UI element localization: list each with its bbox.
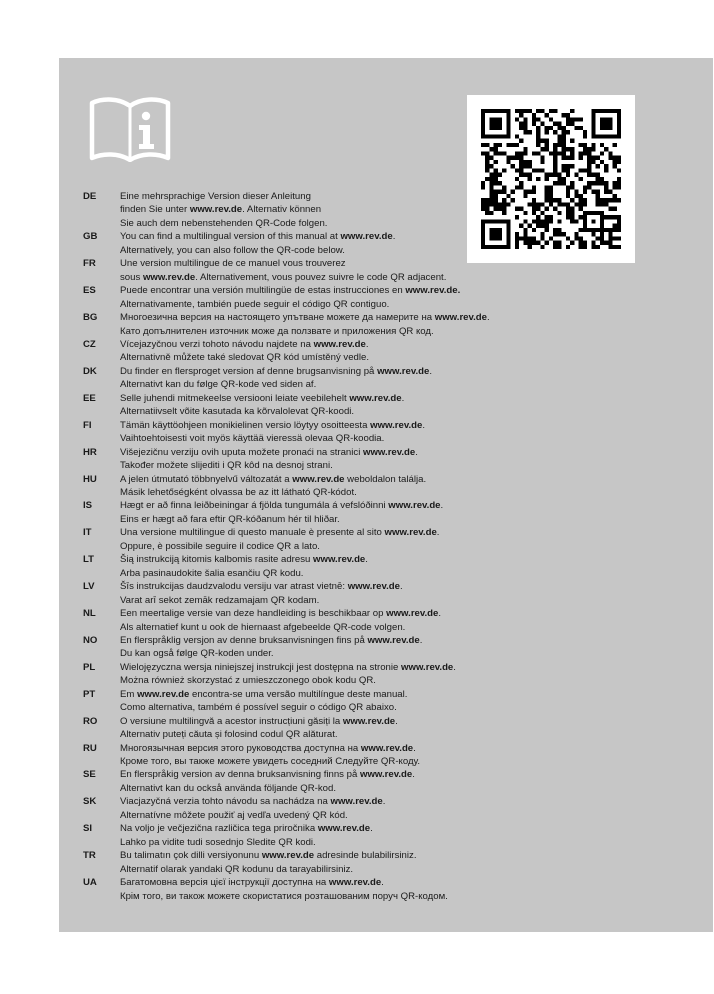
language-entry-es	[83, 284, 703, 311]
language-text	[120, 392, 703, 419]
text-segment: sous	[120, 271, 143, 283]
text-line	[120, 540, 703, 553]
text-line	[120, 526, 703, 539]
language-text	[120, 822, 703, 849]
language-code: NL	[83, 608, 96, 620]
website-link[interactable]: www.rev.de	[142, 271, 196, 283]
text-segment: Alternatívne môžete použiť aj vedľa uvedený QR kód.	[120, 809, 348, 821]
language-text	[120, 768, 703, 795]
language-entry-is	[83, 499, 703, 526]
text-segment: Puede encontrar una versión multilingüe de estas instrucciones en	[120, 285, 406, 297]
text-segment: .	[440, 500, 444, 512]
language-text	[120, 795, 703, 822]
text-line	[120, 405, 703, 418]
language-entry-lv	[83, 580, 703, 607]
text-line	[120, 365, 703, 378]
website-link[interactable]: www.rev.de	[261, 850, 315, 862]
language-entry-no	[83, 634, 703, 661]
text-segment: Alternativt kan du følge QR-kode ved siden af.	[120, 379, 317, 391]
text-line	[120, 513, 703, 526]
language-code: HR	[83, 446, 97, 458]
website-link[interactable]: www.rev.de	[292, 473, 345, 485]
text-segment: Można również skorzystać z umieszczonego obok kodu QR.	[120, 675, 376, 687]
text-segment: Du finder en flersproget version af denne brugsanvisning på	[120, 365, 378, 377]
text-line	[120, 822, 703, 835]
text-segment: .	[415, 446, 418, 458]
language-text	[120, 580, 703, 607]
text-segment: Sie auch dem nebenstehenden QR-Code folgen.	[120, 217, 328, 229]
language-entry-sk	[83, 795, 703, 822]
language-text	[120, 311, 703, 338]
text-segment: A jelen útmutató többnyelvű változatát a	[120, 473, 293, 485]
book-info-icon	[89, 94, 171, 162]
language-entry-gb	[83, 230, 703, 257]
text-segment: Selle juhendi mitmekeelse versiooni leiate veebilehelt	[120, 392, 350, 404]
website-link[interactable]: www.rev.de	[313, 338, 366, 350]
text-segment: Alternativt kan du också använda följande QR-kod.	[120, 782, 336, 794]
text-segment: Una versione multilingue di questo manuale è presente al sito	[120, 527, 385, 539]
text-line	[120, 607, 703, 620]
language-text	[120, 849, 703, 876]
language-text	[120, 526, 703, 553]
text-line	[120, 499, 703, 512]
text-line	[120, 647, 703, 660]
language-entry-ua	[83, 876, 703, 903]
language-code: IS	[83, 500, 93, 512]
language-entry-fr	[83, 257, 703, 284]
text-segment: Vaihtoehtoisesti voit myös käyttää vieressä olevaa QR-koodia.	[120, 433, 385, 445]
language-entry-cz	[83, 338, 703, 365]
language-entry-dk	[83, 365, 703, 392]
text-segment: .	[438, 608, 442, 620]
language-code: LT	[83, 554, 95, 566]
text-segment: Tämän käyttöohjeen monikielinen versio löytyy osoitteesta	[120, 419, 371, 431]
text-segment: Šią instrukciją kitomis kalbomis rasite adresu	[120, 554, 314, 566]
text-segment: Šīs instrukcijas daudzvalodu versiju var atrast vietnē:	[120, 581, 348, 593]
text-segment: En flerspråklig versjon av denne bruksanvisningen fins på	[120, 634, 368, 646]
text-segment: .	[412, 769, 415, 781]
language-code: BG	[83, 312, 98, 324]
website-link[interactable]: www.rev.de	[359, 769, 413, 781]
text-line	[120, 244, 703, 257]
language-text	[120, 499, 703, 526]
language-code: TR	[83, 850, 96, 862]
language-code: SI	[83, 823, 93, 835]
text-segment: .	[487, 312, 490, 324]
text-segment: Na voljo je večjezična različica tega priročnika	[120, 823, 318, 835]
language-entry-lt	[83, 553, 703, 580]
text-line	[120, 715, 703, 728]
text-segment: Višejezičnu verziju ovih uputa možete pronaći na stranici	[120, 446, 363, 458]
text-line	[120, 378, 703, 391]
website-link[interactable]: www.rev.de	[370, 419, 423, 431]
language-text	[120, 661, 703, 688]
text-segment: .	[419, 634, 423, 646]
text-line	[120, 459, 703, 472]
text-line	[120, 486, 703, 499]
language-code: ES	[83, 285, 96, 297]
text-line	[120, 688, 703, 701]
text-line	[120, 661, 703, 674]
text-line	[120, 782, 703, 795]
language-entry-nl	[83, 607, 703, 634]
text-segment: encontra-se uma versão multilíngue deste manual.	[189, 688, 408, 700]
text-line	[120, 594, 703, 607]
text-line	[120, 836, 703, 849]
text-segment: .	[401, 392, 405, 404]
text-segment: .	[453, 661, 456, 673]
text-segment: Багатомовна версія цієї інструкції доступна на	[120, 877, 329, 889]
language-code: PT	[83, 688, 96, 700]
text-segment: Alternativamente, también puede seguir el código QR contiguo.	[120, 298, 390, 310]
text-segment: Viacjazyčná verzia tohto návodu sa nachádza na	[120, 796, 331, 808]
language-text	[120, 365, 703, 392]
text-line	[120, 392, 703, 405]
text-segment: Alternatively, you can also follow the QR-code below.	[120, 244, 345, 256]
language-code: GB	[83, 231, 98, 243]
language-code: LV	[83, 581, 95, 593]
website-link[interactable]: www.rev.de	[367, 634, 420, 646]
language-entry-pt	[83, 688, 703, 715]
language-entry-fi	[83, 419, 703, 446]
text-line	[120, 257, 703, 270]
language-code: SK	[83, 796, 97, 808]
text-line	[120, 742, 703, 755]
text-segment: .	[370, 823, 373, 835]
language-entry-ru	[83, 742, 703, 769]
text-line	[120, 795, 703, 808]
text-segment: Като допълнителен източник може да ползвате и приложения QR код.	[120, 325, 434, 337]
text-segment: Wielojęzyczna wersja niniejszej instrukcji jest dostępna na stronie	[120, 661, 402, 673]
text-segment: . Alternativement, vous pouvez suivre le code QR adjacent.	[195, 271, 447, 283]
text-segment: Također možete slijediti i QR kôd na desnoj strani.	[120, 460, 333, 472]
text-segment: You can find a multilingual version of this manual at	[120, 231, 341, 243]
text-segment: .	[382, 796, 386, 808]
language-text	[120, 284, 703, 311]
text-segment: Hægt er að finna leiðbeiningar á fjölda tungumála á vefslóðinni	[120, 500, 389, 512]
language-code: FI	[83, 419, 92, 431]
text-line	[120, 230, 703, 243]
text-line	[120, 419, 703, 432]
text-segment: Als alternatief kunt u ook de hiernaast afgebeelde QR-code volgen.	[120, 621, 406, 633]
text-line	[120, 284, 703, 297]
text-line	[120, 338, 703, 351]
language-entry-si	[83, 822, 703, 849]
text-segment: Крім того, ви також можете скористатися розташованим поруч QR-кодом.	[120, 890, 448, 902]
language-text	[120, 634, 703, 661]
language-entry-se	[83, 768, 703, 795]
text-segment: Eine mehrsprachige Version dieser Anleitung	[120, 191, 311, 202]
text-segment: Varat arī sekot zemāk redzamajam QR kodam.	[120, 594, 320, 606]
website-link[interactable]: www.rev.de	[434, 312, 487, 324]
text-segment: Alternativně můžete také sledovat QR kód umístěný vedle.	[120, 352, 370, 364]
language-entry-de	[83, 190, 703, 230]
language-code: CZ	[83, 338, 96, 350]
language-entry-ro	[83, 715, 703, 742]
language-code: EE	[83, 392, 96, 404]
website-link[interactable]: www.rev.de.	[405, 285, 461, 297]
language-text	[120, 419, 703, 446]
text-segment: Vícejazyčnou verzi tohoto návodu najdete na	[120, 338, 314, 350]
text-line	[120, 849, 703, 862]
website-link[interactable]: www.rev.de	[347, 581, 400, 593]
language-code: NO	[83, 634, 98, 646]
text-segment: Lahko pa vidite tudi sosednjo Sledite QR kodi.	[120, 836, 316, 848]
language-code: RO	[83, 715, 98, 727]
text-segment: Du kan også følge QR-koden under.	[120, 648, 274, 660]
language-code: UA	[83, 877, 97, 889]
language-text	[120, 607, 703, 634]
text-line	[120, 890, 703, 903]
language-entry-bg	[83, 311, 703, 338]
text-segment: Многоезична версия на настоящето упътване можете да намерите на	[120, 312, 435, 324]
language-code: DK	[83, 365, 97, 377]
language-code: IT	[83, 527, 92, 539]
language-code: SE	[83, 769, 96, 781]
text-line	[120, 271, 703, 284]
language-code: HU	[83, 473, 97, 485]
language-text	[120, 876, 703, 903]
text-line	[120, 621, 703, 634]
website-link[interactable]: www.rev.de	[401, 661, 454, 673]
website-link[interactable]: www.rev.de	[360, 742, 414, 754]
text-segment: Een meertalige versie van deze handleiding is beschikbaar op	[120, 608, 387, 620]
language-text	[120, 688, 703, 715]
website-link[interactable]: www.rev.de	[340, 231, 393, 243]
website-link[interactable]: www.rev.de	[189, 204, 243, 216]
text-segment: Arba pasinaudokite šalia esančiu QR kodu.	[120, 567, 304, 579]
text-line	[120, 298, 703, 311]
language-entry-ee	[83, 392, 703, 419]
language-text	[120, 715, 703, 742]
language-entry-hu	[83, 473, 703, 500]
text-segment: .	[436, 527, 440, 539]
text-segment: weboldalon találja.	[344, 473, 427, 485]
text-line	[120, 325, 703, 338]
text-segment: Másik lehetőségként olvassa be az itt látható QR-kódot.	[120, 486, 357, 498]
website-link[interactable]: www.rev.de	[137, 688, 190, 700]
text-line	[120, 876, 703, 889]
text-segment: Alternatif olarak yandaki QR kodunu da tarayabilirsiniz.	[120, 863, 354, 875]
language-entry-hr	[83, 446, 703, 473]
website-link[interactable]: www.rev.de	[377, 365, 430, 377]
text-line	[120, 809, 703, 822]
language-text	[120, 230, 703, 257]
language-code: RU	[83, 742, 97, 754]
text-line	[120, 674, 703, 687]
text-segment: .	[395, 715, 398, 727]
text-segment: Alternativ puteți căuta și folosind codul QR alăturat.	[120, 729, 338, 741]
text-line	[120, 755, 703, 768]
language-text	[120, 190, 703, 230]
text-segment: Кроме того, вы также можете увидеть соседний Следуйте QR-коду.	[120, 756, 421, 768]
language-text	[120, 446, 703, 473]
text-line	[120, 311, 703, 324]
language-text	[120, 473, 703, 500]
text-line	[120, 701, 703, 714]
text-segment: .	[381, 877, 384, 889]
info-panel	[59, 58, 713, 932]
text-segment: .	[365, 338, 369, 350]
language-entry-tr	[83, 849, 703, 876]
language-code: PL	[83, 661, 96, 673]
text-line	[120, 863, 703, 876]
text-line	[120, 351, 703, 364]
text-line	[120, 553, 703, 566]
language-code: DE	[83, 191, 97, 202]
text-line	[120, 190, 703, 203]
text-line	[120, 446, 703, 459]
text-line	[120, 567, 703, 580]
text-segment: finden Sie unter	[120, 204, 190, 216]
text-segment: .	[422, 419, 426, 431]
website-link[interactable]: www.rev.de	[349, 392, 402, 404]
text-segment: Une version multilingue de ce manuel vous trouverez	[120, 258, 346, 270]
text-segment: .	[365, 554, 368, 566]
language-list	[83, 190, 703, 903]
text-segment: Alternatiivselt võite kasutada ka kõrvalolevat QR-koodi.	[120, 406, 355, 418]
language-text	[120, 257, 703, 284]
website-link[interactable]: www.rev.de	[363, 446, 416, 458]
website-link[interactable]: www.rev.de	[388, 500, 441, 512]
language-text	[120, 742, 703, 769]
text-line	[120, 634, 703, 647]
language-text	[120, 338, 703, 365]
website-link[interactable]: www.rev.de	[313, 554, 366, 566]
language-entry-it	[83, 526, 703, 553]
text-segment: adresinde bulabilirsiniz.	[314, 850, 417, 862]
text-segment: En flerspråkig version av denna bruksanvisning finns på	[120, 769, 360, 781]
text-line	[120, 580, 703, 593]
text-segment: .	[392, 231, 396, 243]
text-segment: Oppure, è possibile seguire il codice QR a lato.	[120, 540, 320, 552]
text-line	[120, 768, 703, 781]
text-segment: Eins er hægt að fara eftir QR-kóðanum hér til hliðar.	[120, 513, 340, 525]
language-code: FR	[83, 258, 96, 270]
text-segment: Bu talimatın çok dilli versiyonunu	[120, 850, 262, 862]
website-link[interactable]: www.rev.de	[342, 715, 396, 727]
text-segment: Em	[120, 688, 138, 700]
text-line	[120, 203, 703, 216]
website-link[interactable]: www.rev.de	[386, 608, 439, 620]
website-link[interactable]: www.rev.de	[330, 796, 383, 808]
language-entry-pl	[83, 661, 703, 688]
text-line	[120, 217, 703, 230]
text-segment: .	[429, 365, 432, 377]
website-link[interactable]: www.rev.de	[384, 527, 437, 539]
text-segment: . Alternativ können	[242, 204, 322, 216]
text-segment: .	[413, 742, 416, 754]
text-segment: O versiune multilingvă a acestor instrucțiuni găsiți la	[120, 715, 343, 727]
text-line	[120, 473, 703, 486]
text-segment: Многоязычная версия этого руководства доступна на	[120, 742, 361, 754]
website-link[interactable]: www.rev.de	[317, 823, 371, 835]
text-segment: .	[399, 581, 403, 593]
text-line	[120, 432, 703, 445]
language-text	[120, 553, 703, 580]
text-segment: Como alternativa, também é possível seguir o código QR abaixo.	[120, 702, 397, 714]
text-line	[120, 728, 703, 741]
website-link[interactable]: www.rev.de	[328, 877, 382, 889]
